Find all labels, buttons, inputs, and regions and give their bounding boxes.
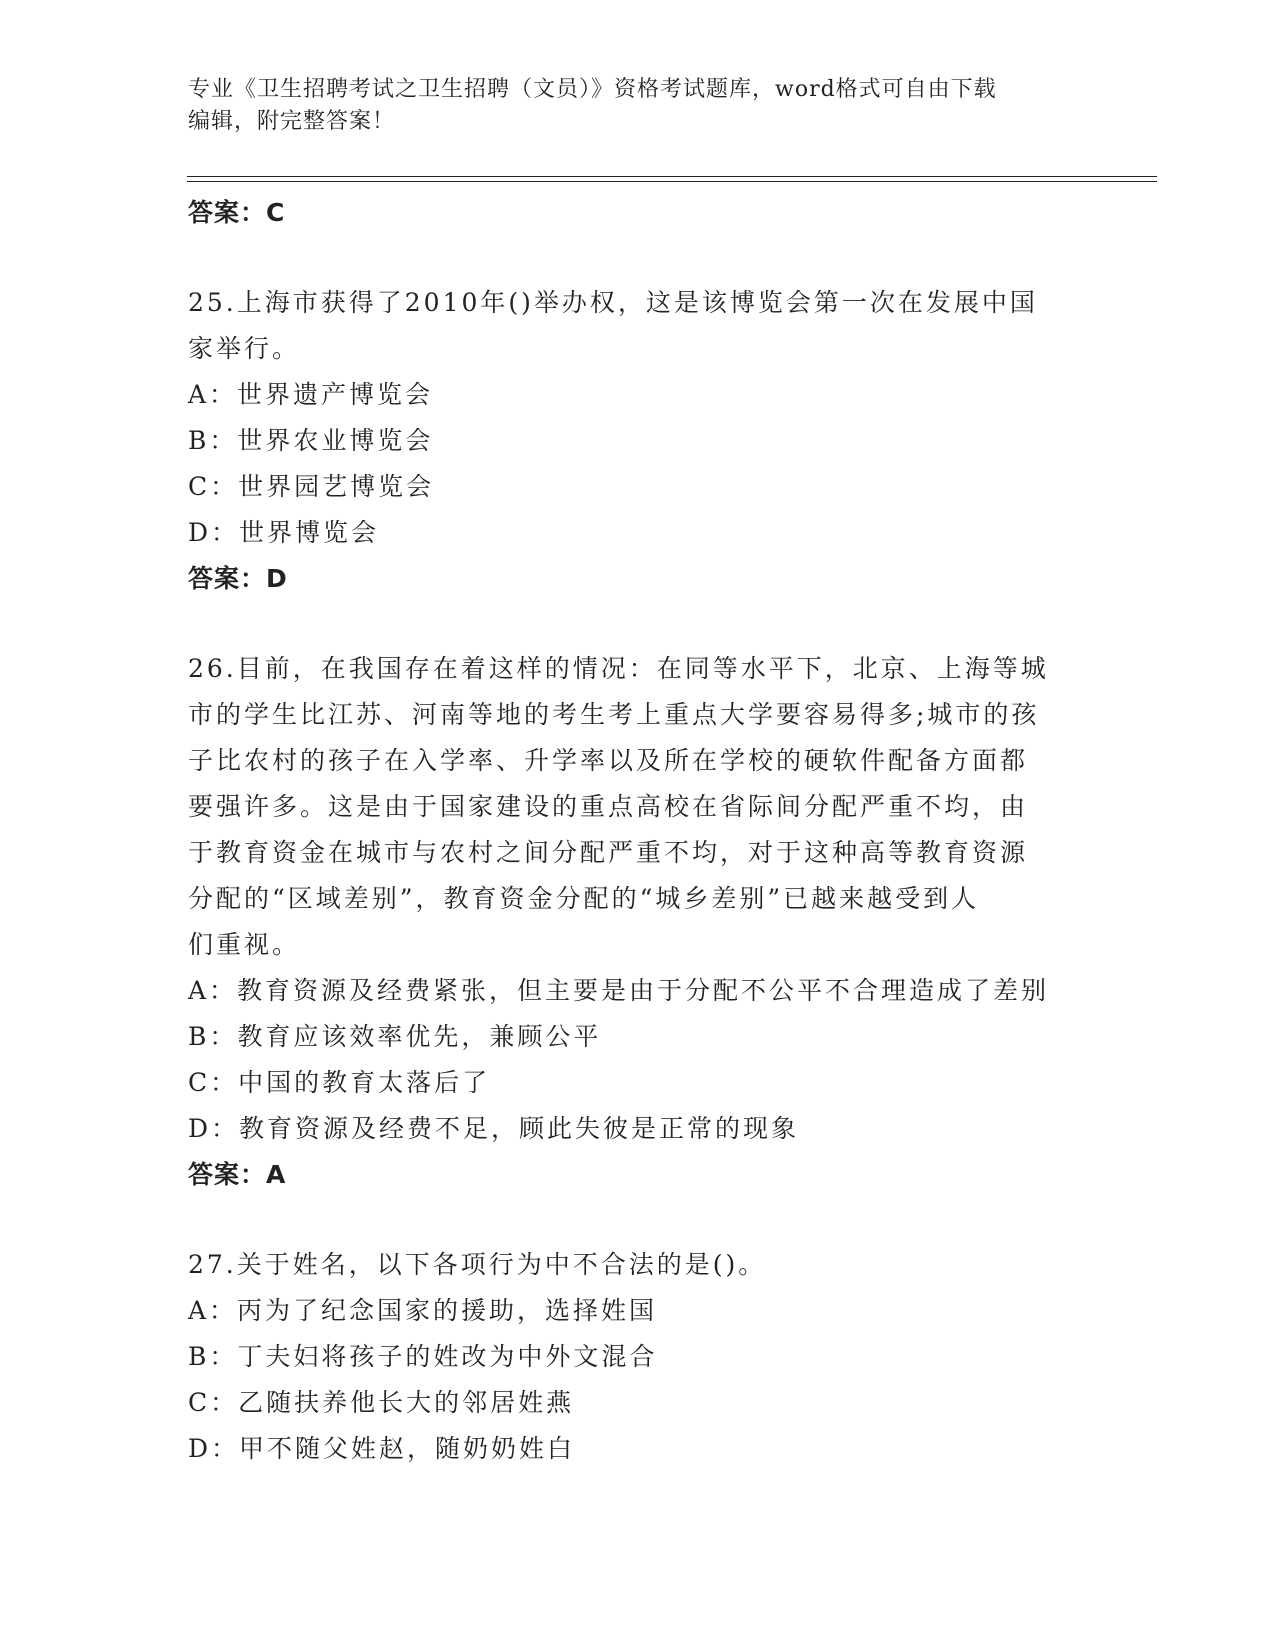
question-stem-line: 分配的“区域差别”，教育资金分配的“城乡差别”已越来越受到人: [188, 884, 980, 913]
option-a: A：丙为了纪念国家的援助，选择姓国: [188, 1296, 658, 1325]
option-b: B：世界农业博览会: [188, 426, 434, 455]
question-stem-line: 26.目前，在我国存在着这样的情况：在同等水平下，北京、上海等城: [188, 654, 1049, 683]
option-d: D：世界博览会: [188, 518, 380, 547]
option-d: D：甲不随父姓赵，随奶奶姓白: [188, 1434, 576, 1463]
option-c: C：中国的教育太落后了: [188, 1068, 491, 1097]
option-c: C：乙随扶养他长大的邻居姓燕: [188, 1388, 575, 1417]
question-stem-line: 27.关于姓名，以下各项行为中不合法的是()。: [188, 1250, 767, 1279]
question-stem-line: 家举行。: [188, 334, 301, 363]
option-c: C：世界园艺博览会: [188, 472, 435, 501]
question-stem-line: 们重视。: [188, 930, 301, 959]
question-block-25: [188, 280, 1088, 602]
question-block-26: [188, 646, 1088, 1198]
answer-line: 答案：D: [188, 564, 288, 593]
option-a: A：世界遗产博览会: [188, 380, 434, 409]
option-d: D：教育资源及经费不足，顾此失彼是正常的现象: [188, 1114, 800, 1143]
answer-line: 答案：C: [188, 198, 286, 227]
question-block-27: [188, 1242, 1088, 1472]
question-stem-line: 25.上海市获得了2010年()举办权，这是该博览会第一次在发展中国: [188, 288, 1038, 317]
option-b: B：丁夫妇将孩子的姓改为中外文混合: [188, 1342, 658, 1371]
question-stem-line: 市的学生比江苏、河南等地的考生考上重点大学要容易得多;城市的孩: [188, 700, 1040, 729]
question-stem-line: 子比农村的孩子在入学率、升学率以及所在学校的硬软件配备方面都: [188, 746, 1029, 775]
question-list: [188, 190, 1088, 1472]
header-line-1: 专业《卫生招聘考试之卫生招聘（文员）》资格考试题库，word格式可自由下载: [188, 77, 997, 102]
question-stem-line: 于教育资金在城市与农村之间分配严重不均，对于这种高等教育资源: [188, 838, 1029, 867]
header-divider-top: [187, 176, 1157, 177]
answer-line: 答案：A: [188, 1160, 287, 1189]
document-header: [188, 74, 1068, 138]
option-b: B：教育应该效率优先，兼顾公平: [188, 1022, 602, 1051]
header-divider-bottom: [187, 181, 1157, 182]
option-a: A：教育资源及经费紧张，但主要是由于分配不公平不合理造成了差别: [188, 976, 1050, 1005]
question-stem-line: 要强许多。这是由于国家建设的重点高校在省际间分配严重不均，由: [188, 792, 1029, 821]
header-line-2: 编辑，附完整答案！: [188, 109, 396, 134]
